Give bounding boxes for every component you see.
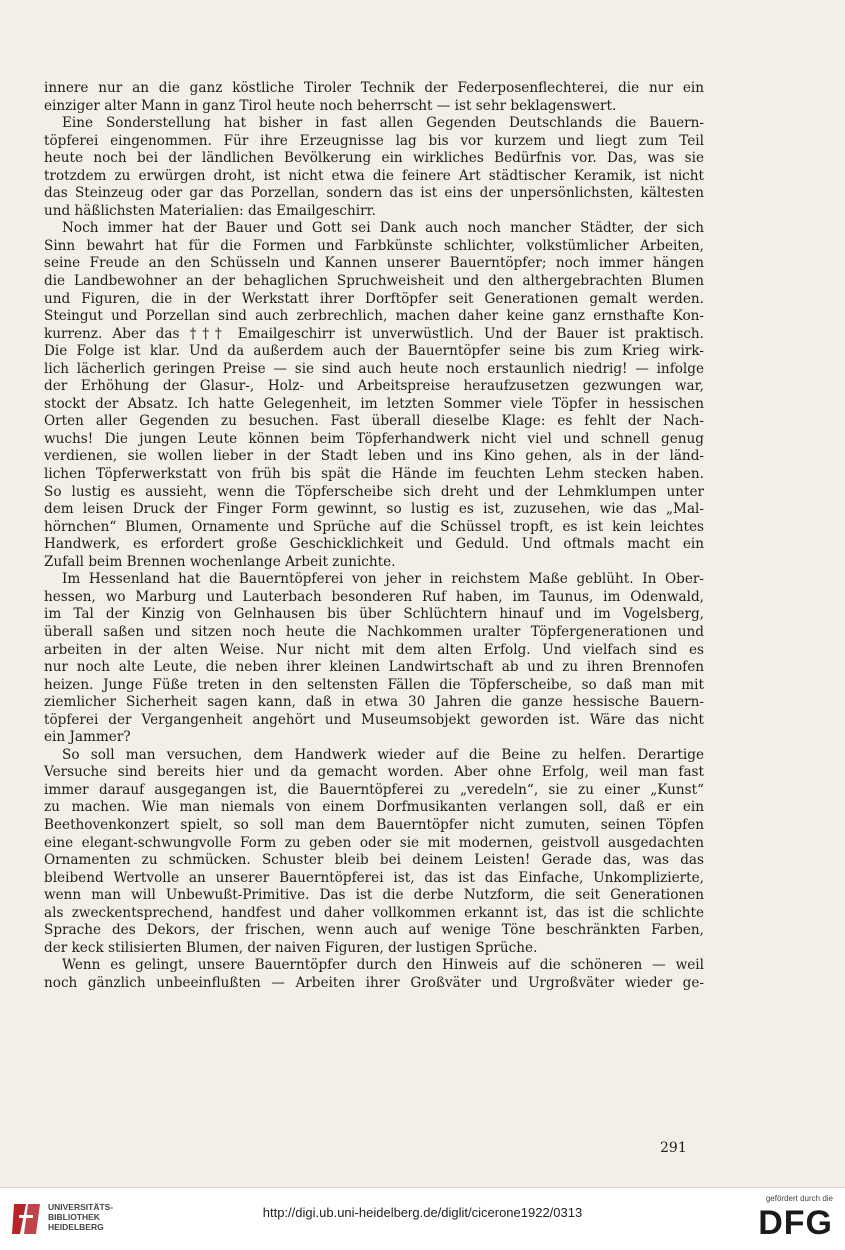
text-line: überall saßen und sitzen noch heute die Nachkommen uralter Töpfergenerationen und	[44, 623, 704, 640]
text-line: heizen. Junge Füße treten in den seltensten Fällen die Töpferscheibe, so daß man mit	[44, 676, 704, 693]
text-line: So soll man versuchen, dem Handwerk wieder auf die Beine zu helfen. Derartige	[62, 746, 704, 763]
text-line: hörnchen“ Blumen, Ornamente und Sprüche auf die Schüssel tropft, es ist kein leichtes	[44, 518, 704, 535]
text-line: töpferei eingenommen. Für ihre Erzeugnisse lag bis vor kurzem und liegt zum Teil	[44, 132, 704, 149]
text-line: Ornamenten zu schmücken. Schuster bleib bei deinem Leisten! Gerade das, was das	[44, 852, 704, 869]
text-line: und Figuren, die in der Werkstatt ihrer Dorftöpfer seit Generationen gemalt werden.	[44, 290, 704, 307]
funder-credit	[758, 1194, 833, 1240]
text-line: Steingut und Porzellan sind auch zerbrechlich, machen daher keine ganz ernsthafte Kon-	[44, 308, 704, 325]
text-line: Die Folge ist klar. Und da außerdem auch der Bauerntöpfer seine bis zum Krieg wirk-	[44, 343, 704, 360]
text-line: arbeiten in der alten Weise. Nur nicht mit dem alten Erfolg. Und vielfach sind es	[44, 641, 704, 658]
text-line: nur noch alte Leute, die neben ihrer kleinen Landwirtschaft ab und zu ihren Brennofen	[44, 659, 704, 676]
text-line: einziger alter Mann in ganz Tirol heute noch beherrscht — ist sehr beklagenswert.	[44, 97, 617, 114]
text-line: heute noch bei der ländlichen Bevölkerung ein wirkliches Bedürfnis vor. Das, was sie	[44, 150, 704, 167]
text-line: Sinn bewahrt hat für die Formen und Farbkünste schlichter, volkstümlicher Arbeiten,	[44, 237, 704, 254]
text-line: bleibend Wertvolle an unserer Bauerntöpferei ist, das ist das Einfache, Unkomplizierte,	[44, 869, 704, 886]
text-line: immer darauf ausgegangen ist, die Bauerntöpferei zu „veredeln“, sie zu einer „Kunst“	[44, 781, 704, 798]
text-line: Noch immer hat der Bauer und Gott sei Dank auch noch mancher Städter, der sich	[62, 220, 704, 237]
text-line: eine elegant-schwungvolle Form zu geben oder sie mit modernen, geistvoll ausgedachten	[44, 834, 704, 851]
text-line: Wenn es gelingt, unsere Bauerntöpfer durch den Hinweis auf die schöneren — weil	[62, 957, 704, 974]
text-line: lichen Töpferwerkstatt von früh bis spät die Hände im feuchten Lehm stecken haben.	[44, 466, 704, 483]
text-line: Beethovenkonzert spielt, so soll man dem Bauerntöpfer nicht zumuten, seinen Töpfen	[44, 816, 704, 833]
text-line: Zufall beim Brennen wochenlange Arbeit zunichte.	[44, 553, 396, 570]
text-line: wenn man will Unbewußt-Primitive. Das ist die derbe Nutzform, die seit Generationen	[44, 887, 704, 904]
text-line: Sprache des Dekors, der frischen, wenn auch auf wenige Töne beschränkten Farben,	[44, 922, 704, 939]
text-line: töpferei der Vergangenheit angehört und Museumsobjekt geworden ist. Wäre das nicht	[44, 711, 704, 728]
text-line: das Steinzeug oder gar das Porzellan, sondern das ist eins der unpersönlichsten, kältesten	[44, 185, 704, 202]
text-line: die Landbewohner an der behaglichen Spruchweisheit und den althergebrachten Blumen	[44, 273, 704, 290]
text-line: seine Freude an den Schüsseln und Kannen unserer Bauerntöpfer; noch immer hängen	[44, 255, 704, 272]
text-line: Eine Sonderstellung hat bisher in fast allen Gegenden Deutschlands die Bauern-	[62, 115, 704, 132]
uni-name-line1: UNIVERSITÄTS-	[48, 1202, 114, 1212]
text-line: stockt der Absatz. Ich hatte Gelegenheit, im letzten Sommer viele Töpfer in hessischen	[44, 395, 704, 412]
text-line: trotzdem zu erwürgen droht, ist nicht etwa die feinere Art städtischer Keramik, ist nicht	[44, 167, 704, 184]
text-line: im Tal der Kinzig von Gelnhausen bis über Schlüchtern hinauf und im Vogelsberg,	[44, 606, 704, 623]
funder-label: gefördert durch die	[765, 1194, 833, 1203]
text-line: Versuche sind bereits hier und da gemacht worden. Aber ohne Erfolg, weil man fast	[44, 764, 704, 781]
text-line: der Erhöhung der Glasur-, Holz- und Arbeitspreise heraufzusetzen gezwungen war,	[44, 378, 704, 395]
text-line: hessen, wo Marburg und Lauterbach besonderen Ruf haben, im Taunus, im Odenwald,	[44, 588, 704, 605]
text-line: noch gänzlich unbeeinflußten — Arbeiten ihrer Großväter und Urgroßväter wieder ge-	[44, 974, 704, 991]
uni-name-line3: HEIDELBERG	[48, 1222, 104, 1232]
footer-bar	[0, 1187, 845, 1250]
uni-name-line2: BIBLIOTHEK	[48, 1212, 100, 1222]
dfg-logo: DFG	[758, 1204, 833, 1242]
permalink-url[interactable]: http://digi.ub.uni-heidelberg.de/diglit/cicerone1922/0313	[262, 1205, 583, 1220]
text-line: ein Jammer?	[44, 729, 131, 746]
text-line: innere nur an die ganz köstliche Tiroler Technik der Federposenflechterei, die nur ein	[44, 80, 704, 96]
text-line: Orten aller Gegenden zu besuchen. Fast überall dieselbe Klage: es fehlt der Nach-	[44, 413, 704, 430]
text-line: als zweckentsprechend, handfest und daher vollkommen erkannt ist, das ist die schlichte	[44, 904, 704, 921]
text-line: zu machen. Wie man niemals von einem Dorfmusikanten verlangen soll, daß er ein	[44, 799, 704, 816]
page-number: 291	[660, 1140, 687, 1156]
text-line: dem leisen Druck der Finger Form gewinnt, so lustig es ist, zuzusehen, wie das „Mal-	[44, 501, 704, 518]
text-line: wuchs! Die jungen Leute können beim Töpferhandwerk nicht viel und schnell genug	[44, 430, 704, 447]
text-line: kurrenz. Aber das ††† Emailgeschirr ist unverwüstlich. Und der Bauer ist praktisch.	[44, 325, 704, 342]
text-line: der keck stilisierten Blumen, der naiven Figuren, der lustigen Sprüche.	[44, 939, 538, 956]
text-line: Handwerk, es erfordert große Geschicklichkeit und Geduld. Und oftmals macht ein	[44, 536, 704, 553]
text-line: Im Hessenland hat die Bauerntöpferei von jeher in reichstem Maße geblüht. In Ober-	[62, 571, 704, 588]
text-line: So lustig es aussieht, wenn die Töpferscheibe sich dreht und der Lehmklumpen unter	[44, 483, 704, 500]
text-line: ziemlicher Sicherheit sagen kann, daß in etwa 30 Jahren die ganze hessische Bauern-	[44, 694, 704, 711]
text-line: verdienen, sie wollen lieber in der Stadt leben und ins Kino gehen, als in der länd-	[44, 448, 704, 465]
body-text	[44, 80, 704, 992]
text-line: lich lächerlich geringen Preise — sie sind auch heute noch erstaunlich niedrig! — infolge	[44, 360, 704, 377]
text-line: und häßlichsten Materialien: das Emailgeschirr.	[44, 202, 376, 219]
